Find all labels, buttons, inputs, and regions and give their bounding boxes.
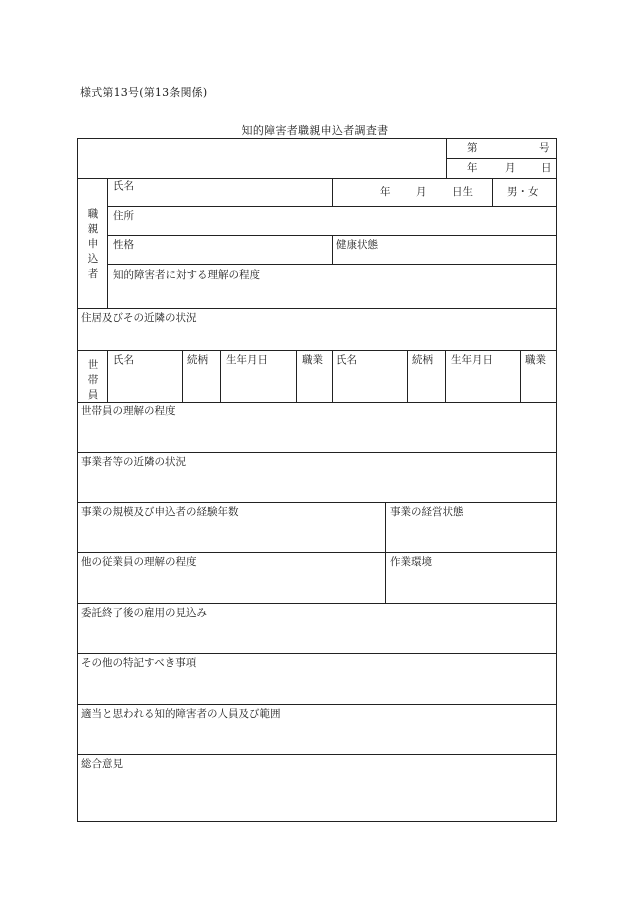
business-neighborhood-label: 事業者等の近隣の状況 <box>81 456 186 468</box>
household-col-birthdate-1: 生年月日 <box>226 354 268 366</box>
overall-opinion-label: 総合意見 <box>81 758 123 770</box>
character-label: 性格 <box>113 239 134 251</box>
business-scale-label: 事業の規模及び申込者の経験年数 <box>81 506 239 518</box>
applicant-name-label: 氏名 <box>113 180 134 192</box>
work-environment-label: 作業環境 <box>390 556 432 568</box>
form-reference: 様式第13号(第13条関係) <box>80 86 208 99</box>
date-year: 年 <box>467 162 478 174</box>
date-day: 日 <box>541 162 552 174</box>
household-col-relation-2: 続柄 <box>412 354 433 366</box>
number-dai: 第 <box>467 142 478 154</box>
number-go: 号 <box>539 142 550 154</box>
household-col-birthdate-2: 生年月日 <box>451 354 493 366</box>
housing-label: 住居及びその近隣の状況 <box>81 312 197 324</box>
applicant-side-label: 職親申込者 <box>87 208 99 280</box>
household-side-label: 世帯員 <box>87 359 99 401</box>
understanding-label: 知的障害者に対する理解の程度 <box>113 269 260 281</box>
suitable-persons-label: 適当と思われる知的障害者の人員及び範囲 <box>81 708 281 720</box>
household-col-occupation-2: 職業 <box>525 354 546 366</box>
date-month: 月 <box>505 162 516 174</box>
employment-outlook-label: 委託終了後の雇用の見込み <box>81 607 207 619</box>
household-col-relation-1: 続柄 <box>187 354 208 366</box>
health-label: 健康状態 <box>336 239 378 251</box>
other-employees-label: 他の従業員の理解の程度 <box>81 556 197 568</box>
birth-year-label: 年 <box>380 186 391 198</box>
business-management-label: 事業の経営状態 <box>390 506 464 518</box>
household-col-name-1: 氏名 <box>113 354 134 366</box>
household-understanding-label: 世帯員の理解の程度 <box>81 405 176 417</box>
other-notes-label: その他の特記すべき事項 <box>81 657 197 669</box>
birth-month-label: 月 <box>416 186 427 198</box>
sex-label: 男・女 <box>507 186 539 198</box>
household-col-occupation-1: 職業 <box>302 354 323 366</box>
household-col-name-2: 氏名 <box>336 354 357 366</box>
form-title: 知的障害者職親申込者調査書 <box>241 124 389 137</box>
address-label: 住所 <box>113 210 134 222</box>
birth-day-label: 日生 <box>452 186 473 198</box>
